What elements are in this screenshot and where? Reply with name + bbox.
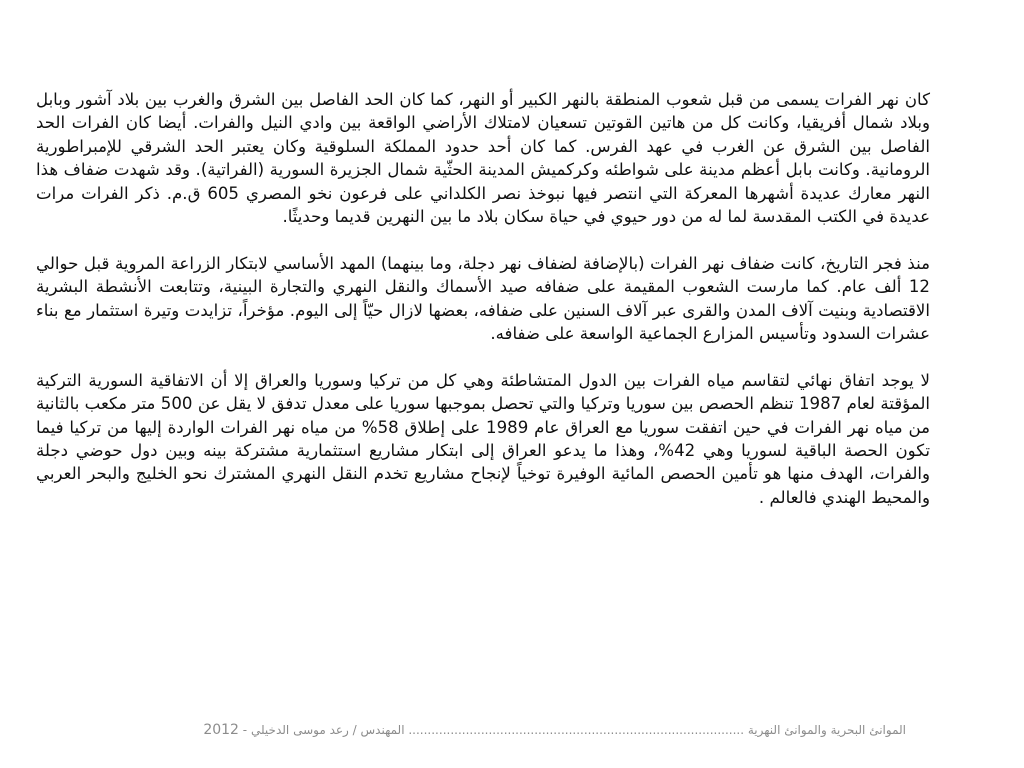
footer-author: المهندس / رعد موسى الدخيلي [250, 723, 405, 737]
footer-dots: ........................................................................................ [408, 723, 745, 737]
footer-separator: - [242, 723, 248, 737]
paragraph-history: كان نهر الفرات يسمى من قبل شعوب المنطقة بالنهر الكبير أو النهر، كما كان الحد الفاصل بين الشرق والغرب بين بلاد آشور وبابل وبلاد شمال أفريقيا، وكانت كل من هاتين القوتين تسعيان لامتلاك الأراضي الواقعة بين وادي النيل والفرات. أيضا كان الفرات الحد الفاصل بين الشرق عن الغرب في عهد الفرس. كما كان أحد حدود المملكة السلوقية وكان يعتبر الحد الشرقي للإمبراطورية الرومانية. وكانت بابل أعظم مدينة على شواطئه وكركميش المدينة الحثّية شمال الجزيرة السورية (الفراتية). وقد شهدت ضفاف هذا النهر معارك عديدة أشهرها المعركة التي انتصر فيها نبوخذ نصر الكلداني على فرعون نخو المصري 605 ق.م. ذكر الفرات مرات عديدة في الكتب المقدسة لما له من دور حيوي في حياة سكان بلاد ما بين النهرين قديما وحديثًا. [36, 90, 931, 227]
body-text [36, 88, 930, 533]
footer [60, 722, 906, 738]
paragraph-agriculture: منذ فجر التاريخ، كانت ضفاف نهر الفرات (بالإضافة لضفاف نهر دجلة، وما بينهما) المهد الأساسي لابتكار الزراعة المروية قبل حوالي 12 ألف عام. كما مارست الشعوب المقيمة على ضفافه صيد الأسماك والنقل النهري والتجارة البينية، وتتابعت الأنشطة البشرية الاقتصادية وبنيت آلاف المدن والقرى عبر آلاف السنين على ضفافه، بعضها لازال حيّاً إلى اليوم. مؤخراً، تزايدت وتيرة استثمار مع بناء عشرات السدود وتأسيس المزارع الجماعية الواسعة على ضفافه. [36, 253, 930, 344]
footer-text [60, 722, 906, 738]
footer-subject: الموانئ البحرية والموانئ النهرية [747, 723, 906, 737]
paragraph-water-agreement: لا يوجد اتفاق نهائي لتقاسم مياه الفرات بين الدول المتشاطئة وهي كل من تركيا وسوريا والعراق إلا أن الاتفاقية السورية التركية المؤقتة لعام 1987 تنظم الحصص بين سوريا وتركيا والتي تحصل بموجبها سوريا على معدل تدفق لا يقل عن 500 متر مكعب بالثانية من مياه نهر الفرات في حين اتفقت سوريا مع العراق عام 1989 على إطلاق 58% من مياه نهر الفرات الواردة إليها من تركيا فيما تكون الحصة الباقية لسوريا وهي 42%، وهذا ما يدعو العراق إلى ابتكار مشاريع استثمارية مشتركة بينه وبين دول حوضي دجلة والفرات، الهدف منها هو تأمين الحصص المائية الوفيرة توخياً لإنجاح مشاريع تخدم النقل النهري المشترك نحو الخليج والبحر العربي والمحيط الهندي فالعالم . [36, 370, 931, 507]
footer-year: 2012 [203, 722, 239, 738]
